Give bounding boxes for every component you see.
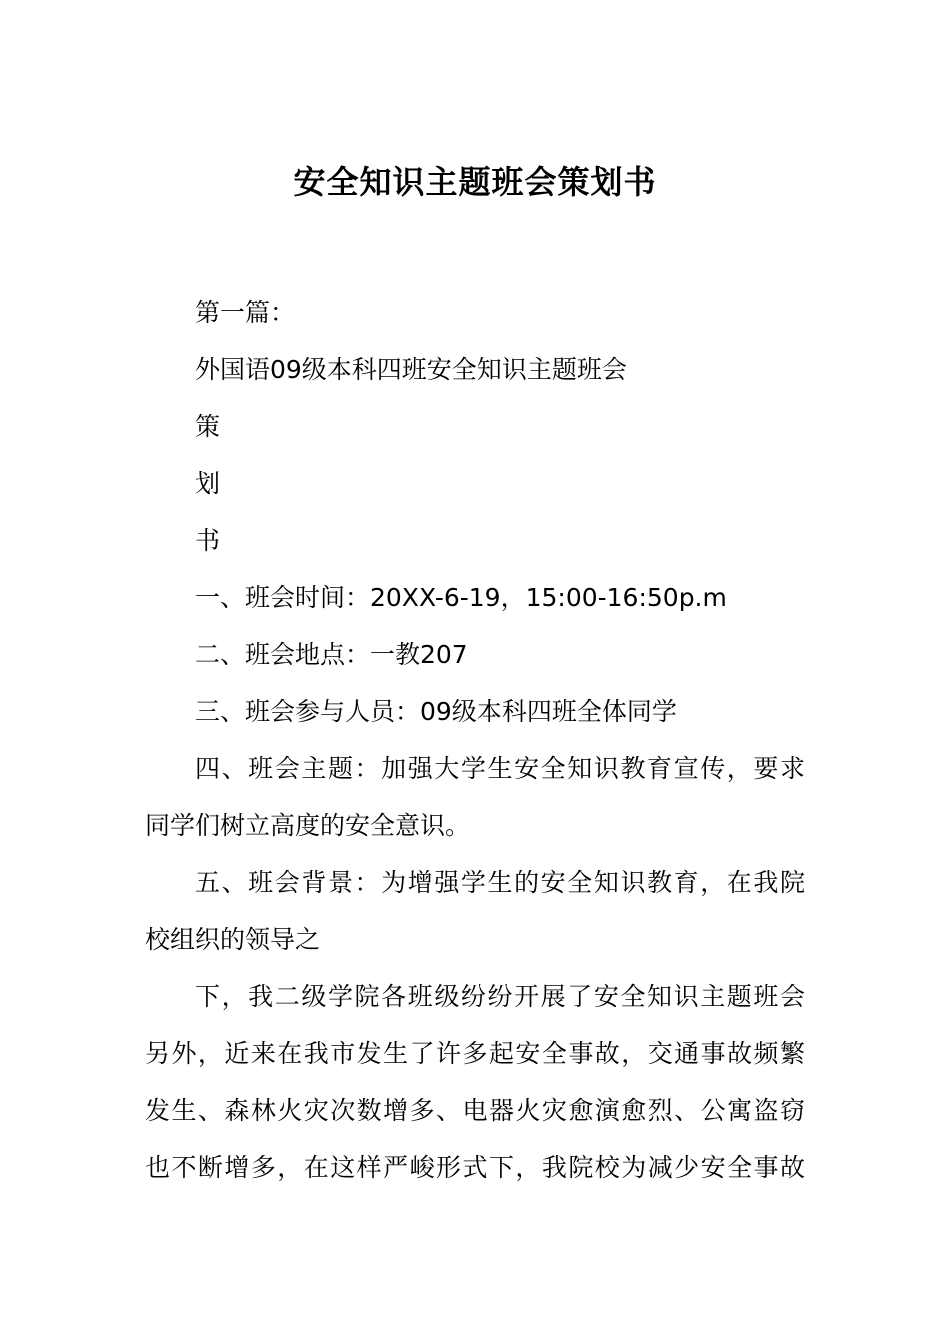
meeting-theme-line-1: 四、班会主题：加强大学生安全知识教育宣传，要求 bbox=[195, 754, 805, 783]
plan-char-hua: 划 bbox=[195, 469, 221, 498]
meeting-location: 二、班会地点：一教207 bbox=[195, 640, 468, 669]
meeting-time: 一、班会时间：20XX-6-19，15:00-16:50p.m bbox=[195, 583, 727, 612]
meeting-theme-line-2: 同学们树立高度的安全意识。 bbox=[145, 811, 471, 840]
body-paragraph-line-3: 发生、森林火灾次数增多、电器火灾愈演愈烈、公寓盗窃 bbox=[145, 1096, 805, 1125]
body-paragraph-line-1: 下，我二级学院各班级纷纷开展了安全知识主题班会 bbox=[195, 982, 805, 1011]
document-title: 安全知识主题班会策划书 bbox=[293, 163, 657, 201]
meeting-participants: 三、班会参与人员：09级本科四班全体同学 bbox=[195, 697, 677, 726]
meeting-background-line-2: 校组织的领导之 bbox=[145, 925, 321, 954]
plan-subtitle: 外国语09级本科四班安全知识主题班会 bbox=[195, 355, 627, 384]
plan-char-ce: 策 bbox=[195, 412, 221, 441]
body-paragraph-line-4: 也不断增多，在这样严峻形式下，我院校为减少安全事故 bbox=[145, 1153, 805, 1182]
section-heading: 第一篇： bbox=[195, 298, 296, 327]
meeting-background-line-1: 五、班会背景：为增强学生的安全知识教育，在我院 bbox=[195, 868, 805, 897]
plan-char-shu: 书 bbox=[195, 526, 221, 555]
body-paragraph-line-2: 另外，近来在我市发生了许多起安全事故，交通事故频繁 bbox=[145, 1039, 805, 1068]
